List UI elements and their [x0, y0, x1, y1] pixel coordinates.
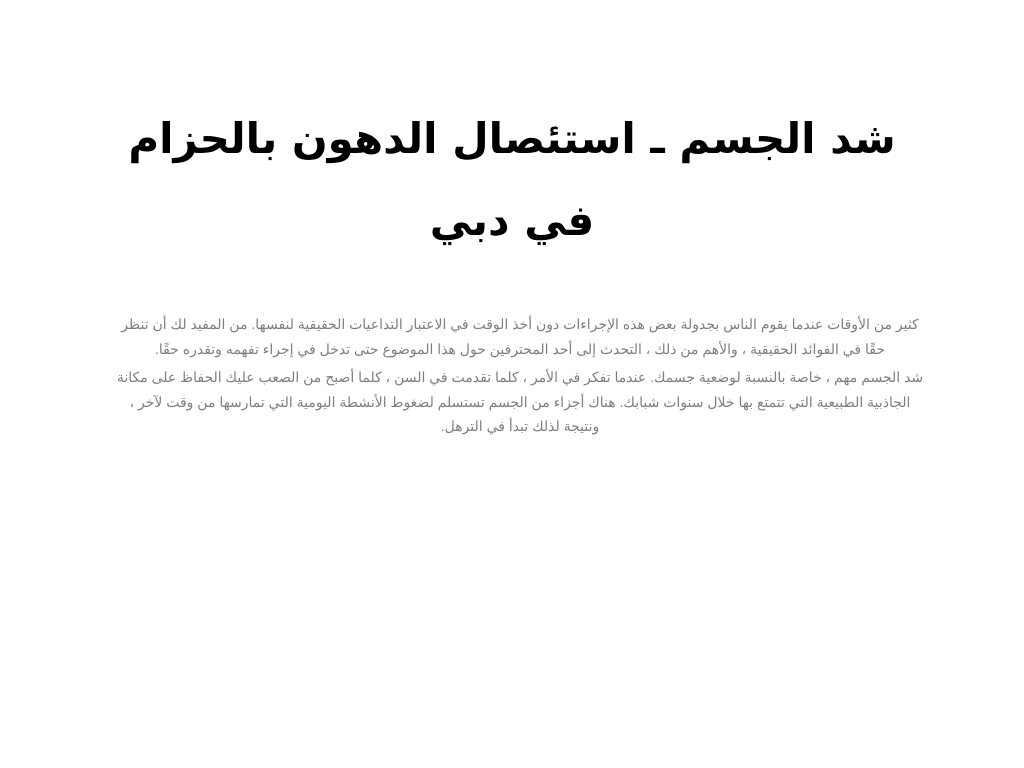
body-paragraph-2: شد الجسم مهم ، خاصة بالنسبة لوضعية جسمك. عندما تفكر في الأمر ، كلما تقدمت في السن ، كلما أصبح من الصعب عليك الحفاظ على مكانة الجاذبية الطبيعية التي تتمتع بها خلال سنوات شبابك. هناك أجزاء من الجسم تستسلم لضغوط الأنشطة اليومية التي تمارسها من وقت لآخر ، ونتيجة لذلك تبدأ في الترهل. [116, 369, 924, 434]
slide-title: شد الجسم ـ استئصال الدهون بالحزام في دبي [128, 114, 896, 245]
slide-body [112, 312, 928, 443]
body-paragraph-1: كثير من الأوقات عندما يقوم الناس بجدولة بعض هذه الإجراءات دون أخذ الوقت في الاعتبار التداعيات الحقيقية لنفسها. من المفيد لك أن تنظر حقًا في الفوائد الحقيقية ، والأهم من ذلك ، التحدث إلى أحد المحترفين حول هذا الموضوع حتى تدخل في إجراء تفهمه وتقدره حقًا. [121, 316, 919, 357]
